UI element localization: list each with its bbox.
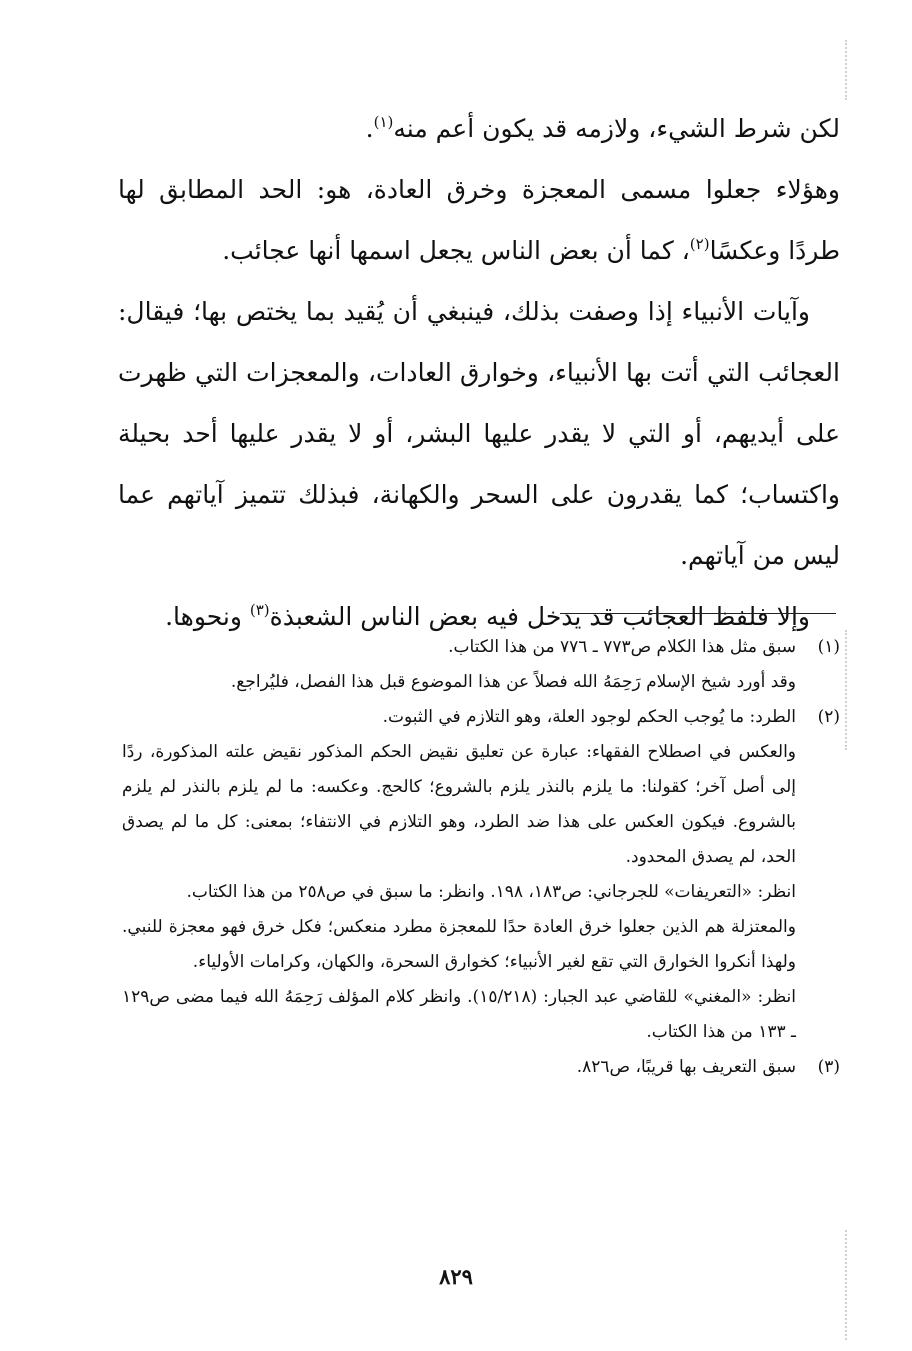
- footnote-3-text-1: سبق التعريف بها قريبًا، ص٨٢٦.: [576, 1057, 796, 1077]
- paragraph-1: [118, 98, 840, 159]
- footnote-2-text-1: الطرد: ما يُوجب الحكم لوجود العلة، وهو التلازم في الثبوت.: [382, 707, 796, 727]
- paragraph-4-text: وإلا فلفظ العجائب قد يدخل فيه بعض الناس الشعبذة: [269, 602, 810, 631]
- main-text: [118, 98, 840, 647]
- footnote-2-text-4: والمعتزلة هم الذين جعلوا خرق العادة حدًا للمعجزة مطرد منعكس؛ فكل خرق فهو معجزة للنبي. ولهذا أنكروا الخوارق التي تقع لغير الأنبياء؛ كخوارق السحرة، والكهان، وكرامات الأولياء.: [122, 917, 796, 972]
- paragraph-2-rest: ، كما أن بعض الناس يجعل اسمها أنها عجائب.: [222, 236, 690, 265]
- footnote-ref-1[interactable]: (١): [373, 113, 394, 131]
- footnote-number-1: (١): [817, 637, 840, 657]
- paragraph-4-rest: ونحوها.: [165, 602, 250, 631]
- paragraph-3-text: وآيات الأنبياء إذا وصفت بذلك، فينبغي أن يُقيد بما يختص بها؛ فيقال: العجائب التي أتت بها الأنبياء، وخوارق العادات، والمعجزات التي ظهرت على أيديهم، أو التي لا يقدر عليها البشر، أو لا يقدر عليها أحد بحيلة واكتساب؛ كما يقدرون على السحر والكهانة، فبذلك تتميز آياتهم عما ليس من آياتهم.: [118, 297, 840, 570]
- scan-edge-mark: [845, 1230, 847, 1340]
- page-number: ٨٢٩: [439, 1264, 473, 1289]
- footnote-1: [122, 630, 840, 700]
- footnote-number-3: (٣): [817, 1057, 840, 1077]
- footnote-1-text-1: سبق مثل هذا الكلام ص٧٧٣ ـ ٧٧٦ من هذا الكتاب.: [448, 637, 796, 657]
- paragraph-1-end: .: [365, 114, 374, 143]
- footnote-2: [122, 700, 840, 1050]
- footnote-ref-2[interactable]: (٢): [689, 235, 710, 253]
- footnote-2-text-2: والعكس في اصطلاح الفقهاء: عبارة عن تعليق نقيض الحكم المذكور نقيض علته المذكورة، ردًا إلى أصل آخر؛ كقولنا: ما يلزم بالنذر يلزم بالشروع؛ كالحج. وعكسه: ما لم يلزم بالنذر لم يلزم بالشروع. فيكون العكس على هذا ضد الطرد، وهو التلازم في الانتفاء؛ بمعنى: كل ما لم يصدق الحد، لم يصدق المحدود.: [122, 742, 796, 867]
- footnote-1-text-2: وقد أورد شيخ الإسلام رَحِمَهُ الله فصلاً عن هذا الموضوع قبل هذا الفصل، فليُراجع.: [230, 672, 796, 692]
- footnote-2-text-3: انظر: «التعريفات» للجرجاني: ص١٨٣، ١٩٨. وانظر: ما سبق في ص٢٥٨ من هذا الكتاب.: [186, 882, 796, 902]
- scan-edge-mark: [845, 630, 847, 750]
- footnote-divider: [560, 613, 836, 614]
- scan-edge-mark: [845, 40, 847, 100]
- paragraph-2-text: وهؤلاء جعلوا مسمى المعجزة وخرق العادة، هو: الحد المطابق لها طردًا وعكسًا: [118, 175, 840, 265]
- footnote-ref-3[interactable]: (٣): [249, 601, 270, 619]
- paragraph-3: [118, 281, 840, 586]
- footnote-number-2: (٢): [817, 707, 840, 727]
- footnote-3: [122, 1050, 840, 1085]
- footnotes: [122, 630, 840, 1085]
- paragraph-1-text: لكن شرط الشيء، ولازمه قد يكون أعم منه: [393, 114, 840, 143]
- paragraph-2: [118, 159, 840, 281]
- footnote-2-text-5: انظر: «المغني» للقاضي عبد الجبار: (١٥/٢١٨). وانظر كلام المؤلف رَحِمَهُ الله فيما مضى ص١٢٩ ـ ١٣٣ من هذا الكتاب.: [122, 987, 797, 1042]
